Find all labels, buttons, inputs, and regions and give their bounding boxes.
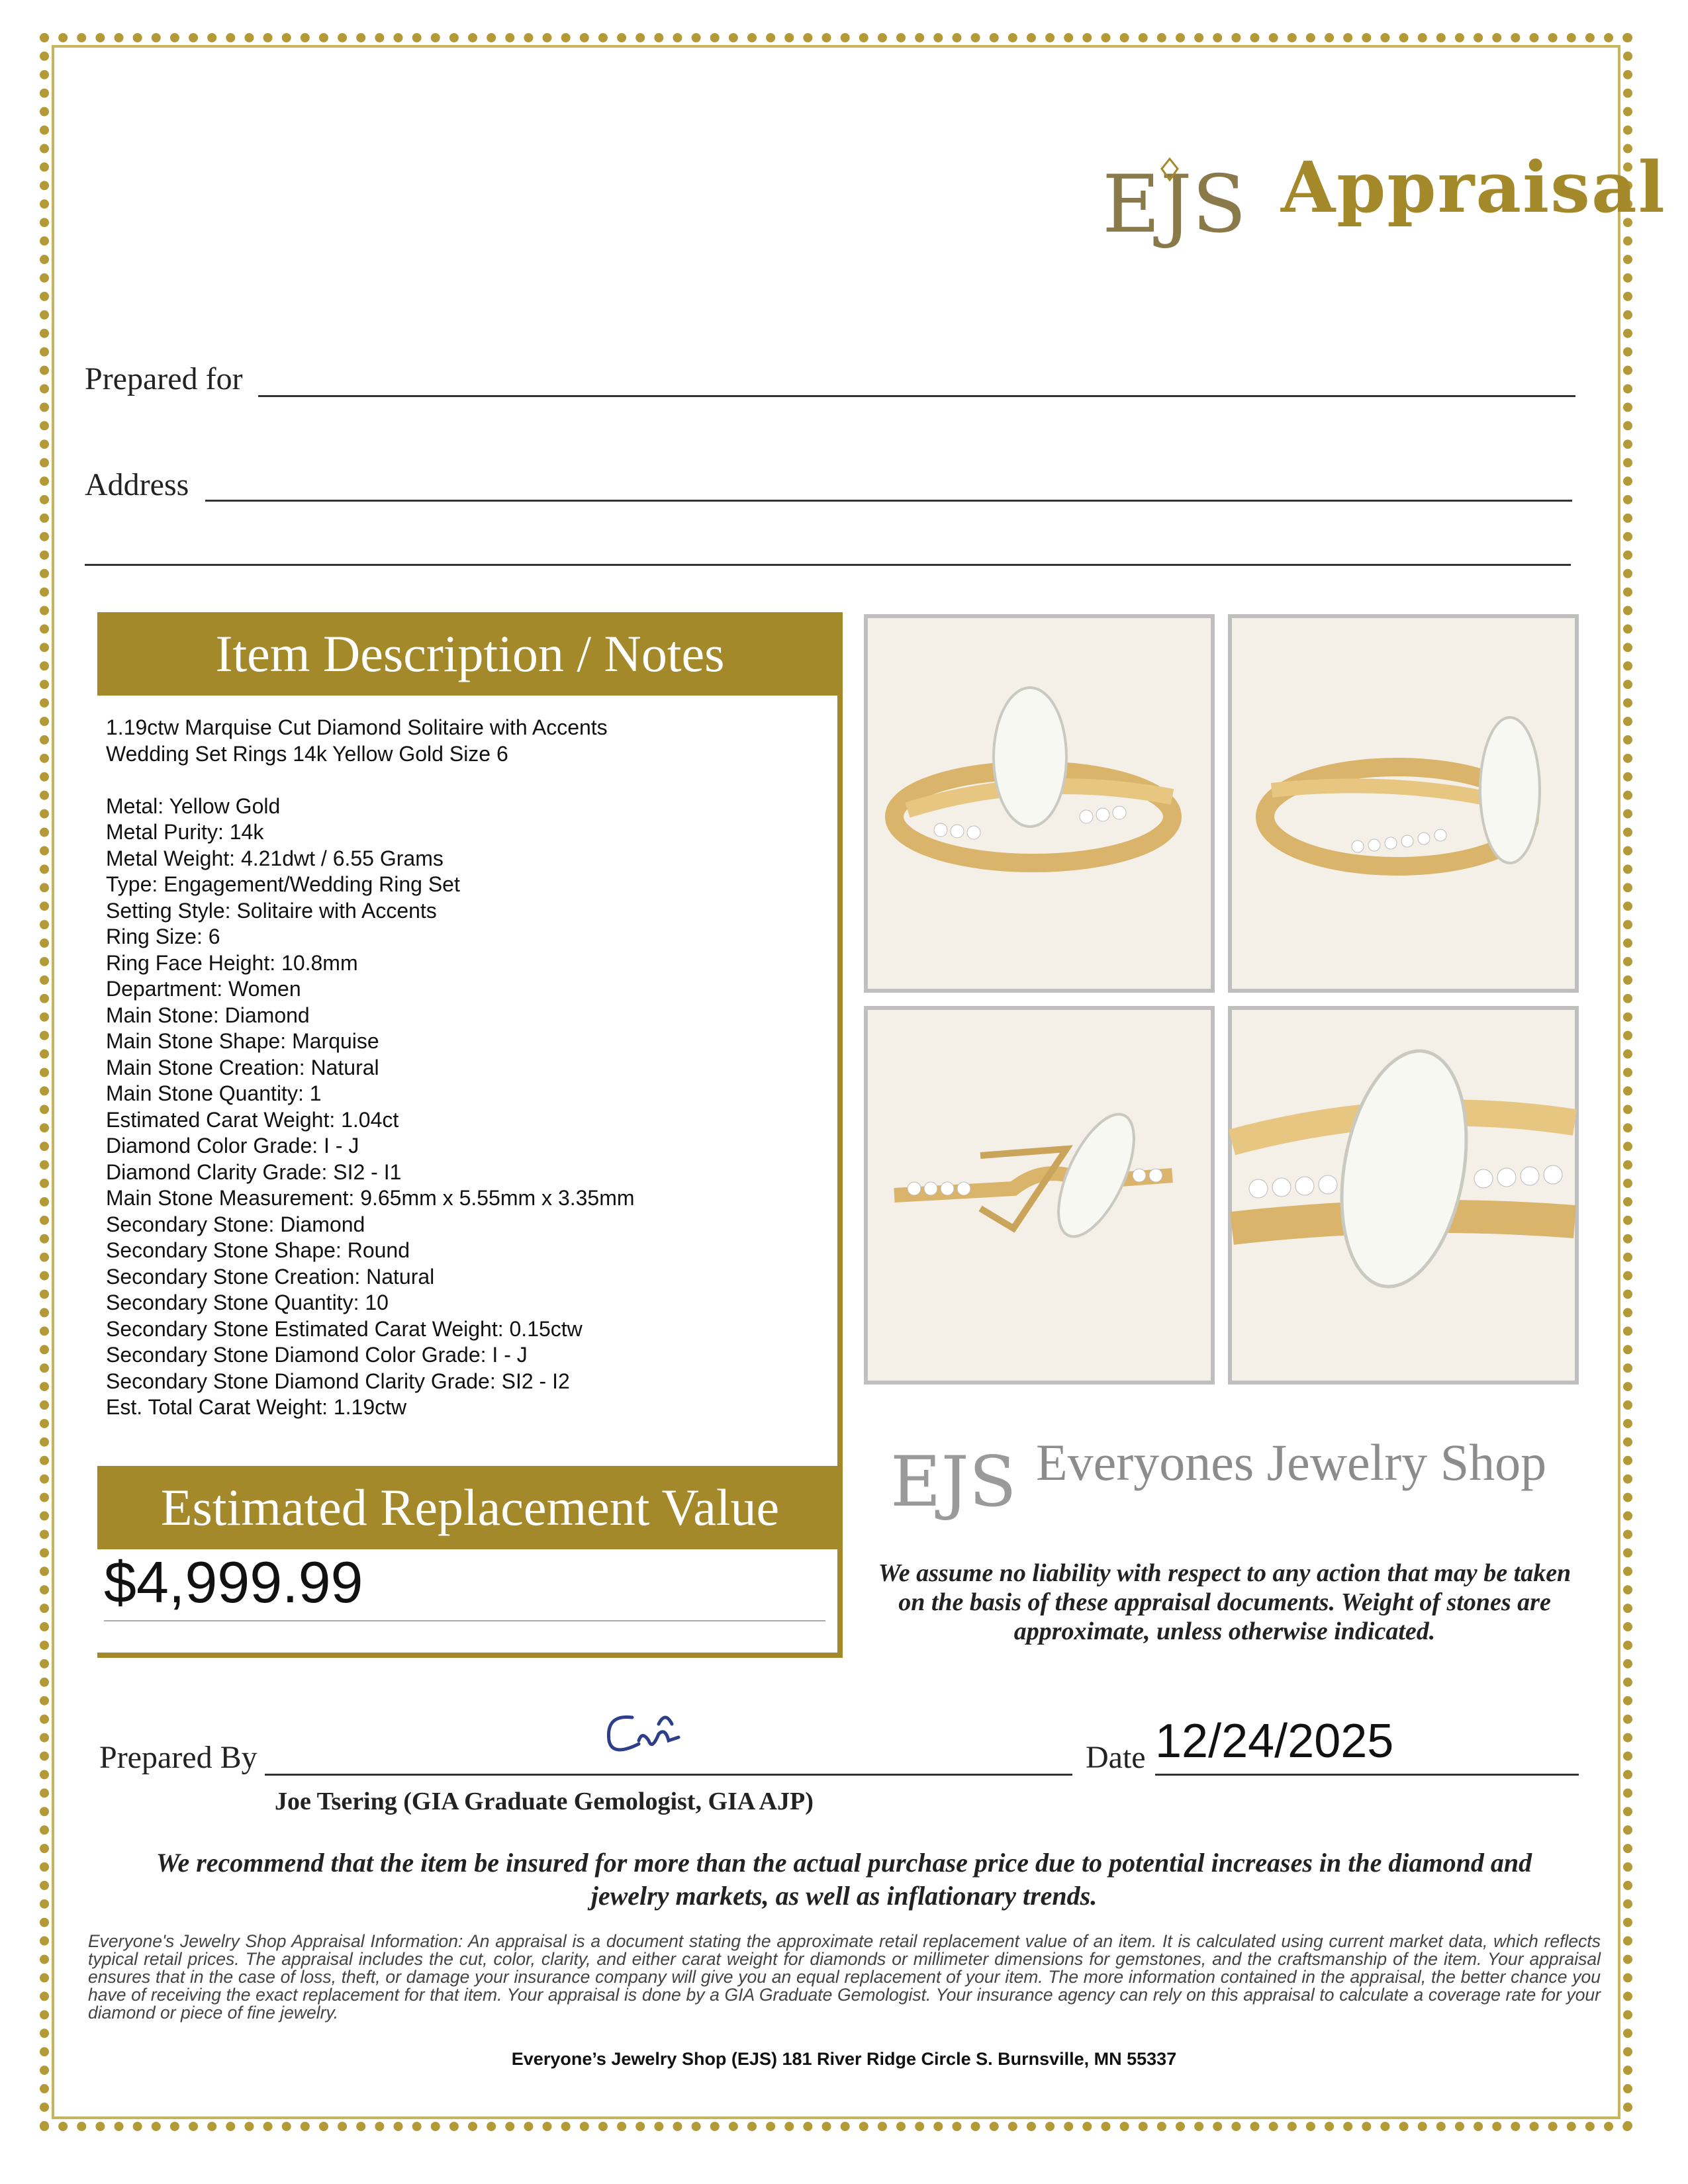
date-label: Date [1086, 1740, 1146, 1775]
description-line: Secondary Stone Diamond Color Grade: I - J [106, 1343, 528, 1367]
description-line: Main Stone: Diamond [106, 1003, 310, 1027]
address-line-2[interactable] [85, 564, 1571, 566]
description-line: Main Stone Shape: Marquise [106, 1029, 379, 1053]
description-line: 1.19ctw Marquise Cut Diamond Solitaire with Accents [106, 715, 608, 739]
description-line: Estimated Carat Weight: 1.04ct [106, 1107, 399, 1132]
description-line: Est. Total Carat Weight: 1.19ctw [106, 1395, 407, 1419]
appraisal-fine-print: Everyone's Jewelry Shop Appraisal Information: An appraisal is a document stating the approximate retail replacement value of an item. It is calculated using current market data, which reflects typical retail prices. The appraisal includes the cut, color, clarity, and either carat weight for diamonds or millimeter dimensions for gemstones, and the craftsmanship of the item. Your appraisal ensures that in the case of loss, theft, or damage your insurance company will give you an equal replacement of your item. The more information contained in the appraisal, the better chance you have of receiving the exact replacement for that item. Your appraisal is done by a GIA Graduate Gemologist. Your insurance agency can rely on this appraisal to calculate a coverage rate for your diamond or piece of fine jewelry. [88, 1931, 1601, 2023]
description-line: Type: Engagement/Wedding Ring Set [106, 872, 460, 896]
description-line: Department: Women [106, 977, 301, 1001]
description-line: Ring Size: 6 [106, 925, 220, 948]
ring-photo-4 [1228, 1006, 1579, 1385]
item-description-list [106, 715, 827, 1421]
description-line: Secondary Stone Estimated Carat Weight: 0.15ctw [106, 1316, 583, 1341]
description-line: Setting Style: Solitaire with Accents [106, 898, 437, 923]
description-spacer [106, 767, 827, 794]
replacement-value-heading: Estimated Replacement Value [97, 1466, 843, 1549]
prepared-by-line[interactable] [265, 1774, 1072, 1776]
ring-photo-2 [1228, 614, 1579, 993]
replacement-value-amount: $4,999.99 [104, 1549, 363, 1615]
shop-address: Everyone’s Jewelry Shop (EJS) 181 River Ridge Circle S. Burnsville, MN 55337 [511, 2049, 1177, 2069]
ejs-shop-logo [887, 1430, 1017, 1549]
price-underline [104, 1620, 825, 1621]
date-line[interactable] [1155, 1774, 1579, 1776]
prepared-for-line[interactable] [258, 395, 1575, 397]
insurance-recommendation: We recommend that the item be insured for more than the actual purchase price due to potential increases in the diamond and jewelry markets, as well as inflationary trends. [156, 1848, 1532, 1911]
signature [592, 1704, 698, 1764]
liability-disclaimer: We assume no liability with respect to any action that may be taken on the basis of these appraisal documents. Weight of stones are approximate, unless otherwise indicated. [878, 1559, 1571, 1645]
description-line: Metal: Yellow Gold [106, 794, 281, 818]
address-line-1[interactable] [205, 500, 1572, 502]
description-line: Main Stone Measurement: 9.65mm x 5.55mm x 3.35mm [106, 1186, 635, 1210]
gemologist-name: Joe Tsering (GIA Graduate Gemologist, GIA AJP) [275, 1788, 814, 1815]
prepared-by-label: Prepared By [99, 1740, 258, 1775]
description-line: Main Stone Creation: Natural [106, 1055, 379, 1079]
description-line: Secondary Stone Shape: Round [106, 1238, 410, 1262]
description-line: Main Stone Quantity: 1 [106, 1081, 322, 1105]
appraisal-title: Appraisal [1281, 146, 1666, 228]
address-label: Address [85, 467, 189, 502]
prepared-for-label: Prepared for [85, 361, 243, 396]
description-line: Diamond Color Grade: I - J [106, 1134, 359, 1158]
description-line: Secondary Stone Quantity: 10 [106, 1291, 389, 1314]
description-line: Secondary Stone Creation: Natural [106, 1264, 435, 1289]
ring-photo-3 [864, 1006, 1215, 1385]
description-line: Secondary Stone: Diamond [106, 1212, 365, 1236]
description-line: Metal Purity: 14k [106, 820, 264, 844]
ring-photo-1 [864, 614, 1215, 993]
item-description-heading: Item Description / Notes [97, 612, 843, 696]
ejs-shop-logo-text: EJS [890, 1441, 1017, 1522]
date-value: 12/24/2025 [1155, 1715, 1394, 1768]
description-line: Diamond Clarity Grade: SI2 - I1 [106, 1160, 402, 1184]
ejs-logo [1096, 146, 1246, 278]
description-line: Metal Weight: 4.21dwt / 6.55 Grams [106, 846, 444, 870]
ejs-logo-text: EJS [1102, 159, 1246, 251]
description-line: Wedding Set Rings 14k Yellow Gold Size 6 [106, 741, 508, 766]
description-line: Ring Face Height: 10.8mm [106, 950, 358, 975]
shop-name: Everyones Jewelry Shop [1036, 1433, 1547, 1491]
description-line: Secondary Stone Diamond Clarity Grade: SI2 - I2 [106, 1369, 570, 1393]
